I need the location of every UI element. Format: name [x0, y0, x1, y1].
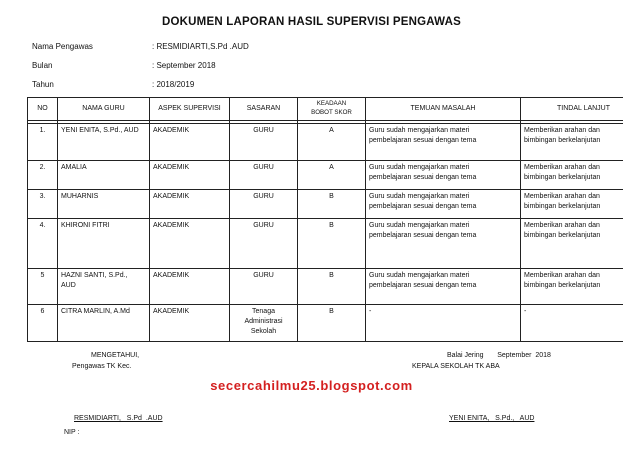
- row-skor: B: [298, 219, 366, 269]
- row-tindal-line1: Memberikan arahan dan: [524, 127, 600, 134]
- row-nama-guru: AMALIA: [58, 161, 150, 190]
- row-tindal-line2: bimbingan berkelanjutan: [524, 232, 601, 240]
- footer-kepala-sekolah: KEPALA SEKOLAH TK ABA: [412, 363, 500, 370]
- row-temuan-line2: pembelajaran sesuai dengan tema: [369, 282, 477, 290]
- row-sasaran: GURU: [230, 190, 298, 219]
- table-row: [28, 269, 623, 305]
- row-sasaran-line2: Administrasi: [244, 318, 283, 326]
- table-row: [28, 305, 623, 342]
- footer-nip: NIP :: [64, 429, 80, 436]
- row-sasaran: GURU: [230, 124, 298, 161]
- row-tindal-line2: bimbingan berkelanjutan: [524, 203, 601, 211]
- table-row: [28, 190, 623, 219]
- row-aspek: AKADEMIK: [150, 190, 230, 219]
- row-tindal-line2: bimbingan berkelanjutan: [524, 137, 601, 145]
- row-sasaran: [230, 305, 298, 342]
- row-tindal-line2: bimbingan berkelanjutan: [524, 174, 601, 182]
- row-no: 5: [28, 269, 58, 305]
- row-temuan-line2: pembelajaran sesuai dengan tema: [369, 137, 477, 145]
- row-temuan-line2: pembelajaran sesuai dengan tema: [369, 232, 477, 240]
- header-keadaan-line2: BOBOT SKOR: [311, 109, 352, 116]
- header-tindal-lanjut: TINDAL LANJUT: [521, 98, 623, 121]
- nama-pengawas-value: : RESMIDIARTI,S.Pd .AUD: [152, 42, 249, 51]
- row-aspek: AKADEMIK: [150, 219, 230, 269]
- nama-pengawas-label: Nama Pengawas: [32, 42, 93, 51]
- row-nama-guru-line2: AUD: [61, 282, 76, 290]
- row-aspek: AKADEMIK: [150, 305, 230, 342]
- header-aspek-supervisi: ASPEK SUPERVISI: [150, 98, 230, 121]
- row-temuan: [366, 124, 521, 161]
- tahun-value: : 2018/2019: [152, 80, 195, 89]
- row-skor: B: [298, 305, 366, 342]
- row-nama-guru-line1: HAZNI SANTI, S.Pd.,: [61, 272, 128, 279]
- table-row: [28, 124, 623, 161]
- footer-pengawas-name: RESMIDIARTI, S.Pd .AUD: [74, 415, 163, 422]
- row-skor: A: [298, 161, 366, 190]
- tahun-label: Tahun: [32, 80, 54, 89]
- row-aspek: AKADEMIK: [150, 124, 230, 161]
- header-temuan-masalah: TEMUAN MASALAH: [366, 98, 521, 121]
- row-temuan-line1: Guru sudah mengajarkan materi: [369, 193, 470, 200]
- row-nama-guru: MUHARNIS: [58, 190, 150, 219]
- row-temuan: [366, 219, 521, 269]
- row-temuan-line1: Guru sudah mengajarkan materi: [369, 222, 470, 229]
- row-tindal-line1: Memberikan arahan dan: [524, 272, 600, 279]
- row-sasaran-line3: Sekolah: [250, 328, 277, 336]
- row-nama-guru: KHIRONI FITRI: [58, 219, 150, 269]
- header-keadaan-line1: KEADAAN: [316, 100, 347, 108]
- row-nama-guru: YENI ENITA, S.Pd., AUD: [58, 124, 150, 161]
- supervision-table: [27, 97, 623, 342]
- row-temuan-line1: Guru sudah mengajarkan materi: [369, 127, 470, 134]
- header-sasaran: SASARAN: [230, 98, 298, 121]
- row-temuan-line1: Guru sudah mengajarkan materi: [369, 272, 470, 279]
- table-row: [28, 219, 623, 269]
- row-temuan-line1: Guru sudah mengajarkan materi: [369, 164, 470, 171]
- row-no: 4.: [28, 219, 58, 269]
- row-nama-guru: [58, 269, 150, 305]
- row-skor: B: [298, 190, 366, 219]
- header-nama-guru: NAMA GURU: [58, 98, 150, 121]
- row-tindal-line1: Memberikan arahan dan: [524, 222, 600, 229]
- row-tindal-line1: Memberikan arahan dan: [524, 164, 600, 171]
- row-temuan: [366, 161, 521, 190]
- row-tindal-line2: bimbingan berkelanjutan: [524, 282, 601, 290]
- blog-watermark: secercahilmu25.blogspot.com: [210, 378, 413, 393]
- row-sasaran: GURU: [230, 219, 298, 269]
- header-keadaan: [298, 98, 366, 121]
- row-skor: A: [298, 124, 366, 161]
- row-temuan-line2: pembelajaran sesuai dengan tema: [369, 174, 477, 182]
- bulan-label: Bulan: [32, 61, 53, 70]
- footer-pengawas: Pengawas TK Kec.: [72, 363, 132, 370]
- row-sasaran-line1: Tenaga: [252, 308, 275, 315]
- table-header-row: [28, 98, 623, 121]
- bulan-value: : September 2018: [152, 61, 216, 70]
- row-tindal-line1: Memberikan arahan dan: [524, 193, 600, 200]
- row-sasaran: GURU: [230, 269, 298, 305]
- row-no: 6: [28, 305, 58, 342]
- row-tindal: [521, 269, 623, 305]
- row-sasaran: GURU: [230, 161, 298, 190]
- row-nama-guru: CITRA MARLIN, A.Md: [58, 305, 150, 342]
- row-no: 1.: [28, 124, 58, 161]
- row-no: 2.: [28, 161, 58, 190]
- row-temuan: -: [366, 305, 521, 342]
- row-tindal: [521, 124, 623, 161]
- document-title: DOKUMEN LAPORAN HASIL SUPERVISI PENGAWAS: [162, 16, 461, 28]
- row-skor: B: [298, 269, 366, 305]
- row-tindal: [521, 190, 623, 219]
- row-temuan: [366, 269, 521, 305]
- header-no: NO: [28, 98, 58, 121]
- footer-mengetahui: MENGETAHUI,: [91, 352, 140, 359]
- row-aspek: AKADEMIK: [150, 161, 230, 190]
- row-tindal: [521, 161, 623, 190]
- row-temuan-line2: pembelajaran sesuai dengan tema: [369, 203, 477, 211]
- row-tindal: -: [521, 305, 623, 342]
- row-tindal: [521, 219, 623, 269]
- footer-kepala-name: YENI ENITA, S.Pd., AUD: [449, 415, 535, 422]
- table-row: [28, 161, 623, 190]
- row-aspek: AKADEMIK: [150, 269, 230, 305]
- row-no: 3.: [28, 190, 58, 219]
- row-temuan: [366, 190, 521, 219]
- footer-place-date: Balai Jering September 2018: [447, 352, 551, 359]
